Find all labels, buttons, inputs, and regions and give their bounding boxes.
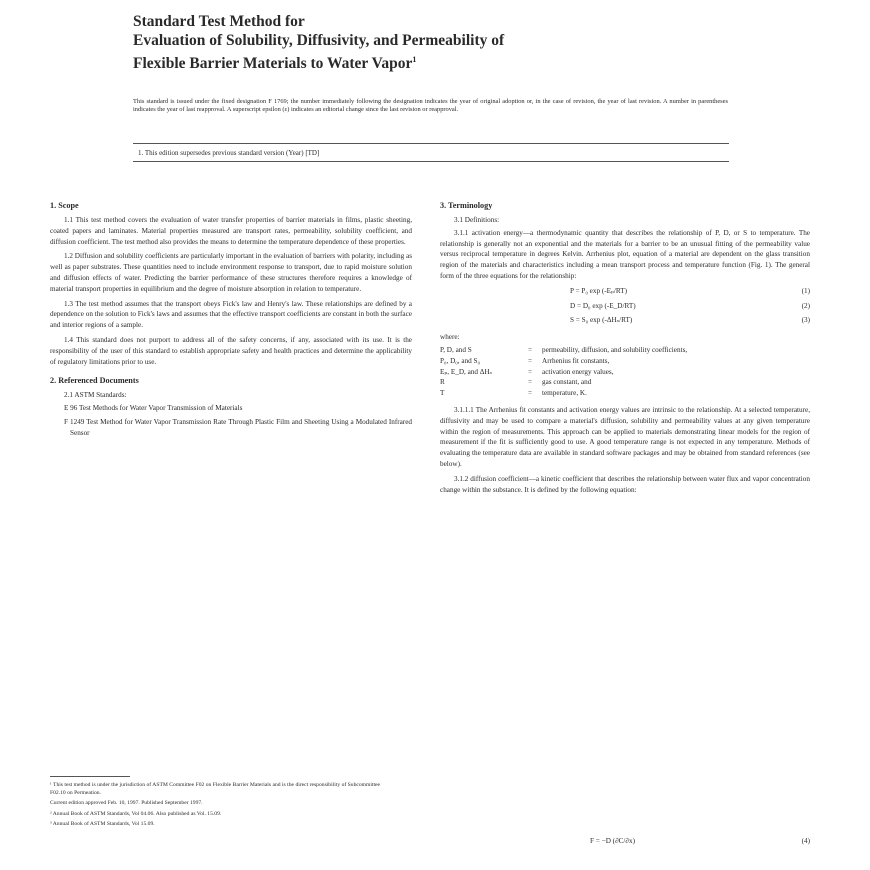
footnote: ¹ This test method is under the jurisdiction of ASTM Committee F02 on Flexible Barrier Materials and is the direct responsibility of Subcommittee F02.10 on Permeation. <box>50 782 380 796</box>
reference-item: F 1249 Test Method for Water Vapor Transmission Rate Through Plastic Film and Sheeting Using a Modulated Infrared Sensor <box>64 417 412 437</box>
title-line: Evaluation of Solubility, Diffusivity, and Permeability of <box>133 32 505 49</box>
where-equals: = <box>528 389 533 398</box>
footnote-rule <box>50 776 130 777</box>
where-item <box>440 377 810 388</box>
definition-paragraph: 3.1.2 diffusion coefficient—a kinetic coefficient that describes the relationship between water flux and vapor concentration change within the substance. It is defined by the following equation: <box>440 474 810 494</box>
right-column <box>440 200 810 499</box>
where-definition: activation energy values, <box>542 367 614 376</box>
header-rule-top <box>133 143 729 144</box>
equation-expression: F = −D (∂C/∂x) <box>590 837 635 845</box>
definition-paragraph: 3.1.1 activation energy—a thermodynamic quantity that describes the relationship of P, D, or S to temperature. The relationship is generally not an exponential and the materials for a barrier to be an unusual fitting of the permeability value versus reciprocal temperature in degrees Kelvin. Arrhenius plot, equation of a material are dependent on the glass transition region of the materials and characteristics including a mean transport process and temperature function (Fig. 1). The general form of the three equations for the relationship: <box>440 228 810 280</box>
supersede-note: 1. This edition supersedes previous standard version (Year) [TD] <box>138 149 320 157</box>
equation-number: (2) <box>801 301 810 310</box>
section-heading-referenced-documents: 2. Referenced Documents <box>50 376 139 386</box>
where-equals: = <box>528 345 533 354</box>
where-symbol: P₀, D₀, and S₀ <box>440 356 481 365</box>
where-label: where: <box>440 333 460 342</box>
title-footnote-mark: 1 <box>412 55 417 64</box>
section-heading-scope: 1. Scope <box>50 201 79 210</box>
where-definition: gas constant, and <box>542 378 592 387</box>
scope-paragraph: 1.2 Diffusion and solubility coefficients are particularly important in the evaluation of barriers with polarity, including as well as paper substrates. These quantities need to include environment response to transport, due to rapid moisture solution and diffusion effects of water. Predicting the barrier performance of these structures therefore requires a knowledge of material transport properties in equilibrium and the degree of moisture absorption in relation to temperature. <box>50 252 412 293</box>
where-equals: = <box>528 356 533 365</box>
equation <box>440 315 810 326</box>
where-definition: permeability, diffusion, and solubility coefficients, <box>542 345 688 354</box>
equation-expression: S = S₀ exp (-ΔHₛ/RT) <box>570 316 633 325</box>
title-line <box>133 50 733 73</box>
reference-item: E 96 Test Methods for Water Vapor Transmission of Materials <box>64 404 243 413</box>
equation-number: (4) <box>801 837 810 845</box>
where-symbol: P, D, and S <box>440 345 472 354</box>
where-definition: Arrhenius fit constants, <box>542 356 610 365</box>
equation <box>440 837 810 845</box>
where-symbol: Eₚ, E_D, and ΔHₛ <box>440 367 493 376</box>
section-heading-terminology: 3. Terminology <box>440 201 493 210</box>
document-title <box>133 12 733 73</box>
where-item <box>440 388 810 399</box>
title-line-text: Flexible Barrier Materials to Water Vapor <box>133 55 413 73</box>
equation-number: (1) <box>801 286 810 295</box>
equation-expression: D = D₀ exp (-E_D/RT) <box>570 301 636 310</box>
where-equals: = <box>528 378 533 387</box>
header-rule-bottom <box>133 161 729 162</box>
where-item <box>440 345 810 356</box>
where-symbol: R <box>440 378 445 387</box>
where-item <box>440 367 810 378</box>
scope-paragraph: 1.3 The test method assumes that the transport obeys Fick's law and Henry's law. These relationships are defined by a dependence on the solution to Fick's laws and assumes that the effective transport coefficients are constant in both the surface and interior regions of a sample. <box>50 299 412 330</box>
scope-paragraph: 1.1 This test method covers the evaluation of water transfer properties of barrier materials in films, plastic sheeting, coated papers and laminates. Material properties measured are transport rates, permeability, solubility coefficient, and diffusion coefficient. The test method also provides the means to determine the temperature dependence of these properties. <box>50 216 412 246</box>
where-definition: temperature, K. <box>542 389 587 398</box>
footnote: Current edition approved Feb. 10, 1997. Published September 1997. <box>50 800 203 807</box>
footnotes <box>50 782 380 832</box>
subheading-definitions: 3.1 Definitions: <box>454 216 500 224</box>
left-column <box>50 200 412 442</box>
where-item <box>440 356 810 367</box>
where-equals: = <box>528 367 533 376</box>
where-symbol: T <box>440 389 445 398</box>
equation-number: (3) <box>801 316 810 325</box>
designation-note: This standard is issued under the fixed designation F 1769; the number immediately following the designation indicates the year of original adoption or, in the case of revision, the year of last revision. A number in parentheses indicates the year of last reapproval. A superscript epsilon (ε) indicates an editorial change since the last revision or reapproval. <box>133 98 728 113</box>
equation <box>440 301 810 312</box>
definition-paragraph: 3.1.1.1 The Arrhenius fit constants and activation energy values are intrinsic to the relationship. At a selected temperature, diffusivity and may be used to compare a material's diffusion, solubility and permeability values at any given temperature within the region of measurements. This approach can be applied to materials demonstrating linear models for the region of measurement if the fit is sufficiently good to use. A good temperature range is not expected in any temperature. Methods of evaluating the temperature data are available in standard software packages and may be obtained from standard references (see below). <box>440 405 810 468</box>
equation-expression: P = P₀ exp (-Eₚ/RT) <box>570 286 628 295</box>
title-line: Standard Test Method for <box>133 13 305 30</box>
footnote: ³ Annual Book of ASTM Standards, Vol 15.09. <box>50 821 155 828</box>
equation <box>440 286 810 297</box>
footnote: ² Annual Book of ASTM Standards, Vol 04.06. Also published as Vol. 15.09. <box>50 810 222 817</box>
scope-paragraph: 1.4 This standard does not purport to address all of the safety concerns, if any, associated with its use. It is the responsibility of the user of this standard to establish appropriate safety and health practices and determine the applicability of regulatory limitations prior to use. <box>50 335 412 366</box>
subheading-astm-standards: 2.1 ASTM Standards: <box>64 391 127 400</box>
